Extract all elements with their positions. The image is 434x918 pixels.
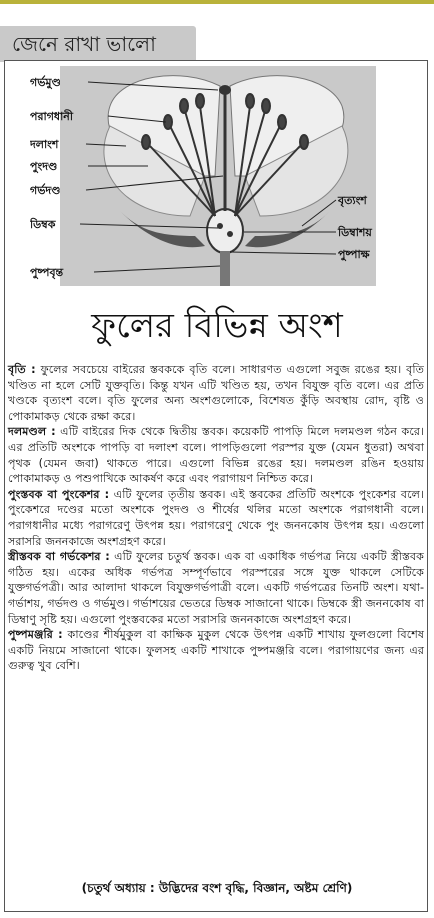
text-corolla: এটি বাইরের দিক থেকে দ্বিতীয় স্তবক। কয়েকটি পাপড়ি মিলে দলমণ্ডল গঠন করে। এর প্রতিটি অংশকে পাপড়ি বা দলাংশ বলে। পাপড়িগুলো পরস্পর যুক্ত (যেমন ধুতরা) অথবা পৃথক (যেমন জবা) থাকতে পারে। এগুলো বিভিন্ন রঙের হয়। দলমণ্ডল রঙিন হওয়ায় পোকামাকড় ও পশুপাখিকে আকর্ষণ করে এবং পরাগায়ণ নিশ্চিত করে। (8, 425, 424, 486)
text-calyx: ফুলের সবচেয়ে বাইরের স্তবককে বৃতি বলে। সাধারণত এগুলো সবুজ রঙের হয়। বৃতি খণ্ডিত না হলে সেটি যুক্তবৃতি। কিন্তু যখন এটি খণ্ডিত হয়, তখন বিযুক্ত বৃতি বলে। এর প্রতি খণ্ডকে বৃত্যংশ বলে। বৃতি ফুলের অন্য অংশগুলোকে, বিশেষত কুঁড়ি অবস্থায় রোদ, বৃষ্টি ও পোকামাকড় থেকে রক্ষা করে। (8, 363, 424, 423)
term-androecium: পুংস্তবক বা পুংকেশর : (8, 487, 110, 501)
source-citation: (চতুর্থ অধ্যায় : উদ্ভিদের বংশ বৃদ্ধি, বিজ্ঞান, অষ্টম শ্রেণি) (81, 881, 353, 895)
label-receptacle: পুষ্পাক্ষ (338, 248, 370, 261)
label-sepal: বৃত্যংশ (338, 194, 367, 207)
label-filament: পুংদণ্ড (30, 160, 58, 173)
top-accent-bar (0, 0, 434, 4)
ovary (207, 209, 243, 253)
label-stigma: গর্ভমুণ্ড (30, 76, 61, 89)
text-androecium: এটি ফুলের তৃতীয় স্তবক। এই স্তবকের প্রতিটি অংশকে পুংকেশর বলে। পুংকেশরে দণ্ডের মতো অংশকে পুংদণ্ড ও শীর্ষের থলির মতো অংশকে পরাগধানী বলে। পরাগধানীর মধ্যে পরাগরেণু উৎপন্ন হয়। পরাগরেণু থেকে পুং জননকোষ উৎপন্ন হয়। এগুলো সরাসরি জননকাজে অংশগ্রহণ করে। (8, 487, 424, 548)
paragraph-gynoecium (8, 549, 424, 627)
article-title: ফুলের বিভিন্ন অংশ (91, 306, 343, 346)
label-ovule: ডিম্বক (30, 218, 56, 231)
stigma (219, 85, 231, 95)
section-header-title: জেনে রাখা ভালো (12, 32, 156, 56)
label-ovary: ডিম্বাশয় (338, 226, 372, 239)
label-anther: পরাগধানী (30, 110, 73, 123)
paragraph-calyx (8, 362, 424, 424)
label-petal: দলাংশ (30, 138, 59, 151)
ovule (227, 231, 233, 237)
text-inflorescence: কাণ্ডের শীর্ষমুকুল বা কাক্ষিক মুকুল থেকে উৎপন্ন একটি শাখায় ফুলগুলো বিশেষ একটি নিয়মে সাজানো থাকে। ফুলসহ একটি শাখাকে পুষ্পমঞ্জরি বলে। পরাগায়ণের জন্য এর গুরুত্ব খুব বেশি। (8, 628, 425, 673)
flower-diagram (30, 66, 404, 286)
term-gynoecium: স্ত্রীস্তবক বা গর্ভকেশর : (8, 550, 110, 564)
text-gynoecium: এটি ফুলের চতুর্থ স্তবক। এক বা একাধিক গর্ভপত্র নিয়ে একটি স্ত্রীস্তবক গঠিত হয়। একের অধিক গর্ভপত্র সম্পূর্ণভাবে পরস্পরের সঙ্গে যুক্ত থাকলে সেটিকে যুক্তগর্ভপত্রী। আর আলাদা থাকলে বিযুক্তগর্ভপাত্রী বলে। একটি গর্ভপত্রের তিনটি অংশ। যথা- গর্ভাশয়, গর্ভদণ্ড ও গর্ভমুণ্ড। গর্ভাশয়ের ভেতরে ডিম্বক সাজানো থাকে। ডিম্বকে স্ত্রী জননকোষ বা ডিম্বাণু সৃষ্টি হয়। এগুলো পুংস্তবকের মতো সরাসরি জননকাজে অংশগ্রহণ করে। (8, 550, 425, 626)
paragraph-androecium (8, 487, 424, 549)
paragraph-inflorescence (8, 627, 424, 674)
label-pedicel: পুষ্পবৃন্ত (30, 266, 64, 279)
term-corolla: দলমণ্ডল : (8, 425, 56, 439)
article-body (8, 362, 424, 674)
paragraph-corolla (8, 424, 424, 486)
term-calyx: বৃতি : (8, 363, 36, 376)
term-inflorescence: পুষ্পমঞ্জরি : (8, 628, 63, 642)
pedicel (220, 251, 230, 286)
label-style: গর্ভদণ্ড (30, 184, 61, 197)
